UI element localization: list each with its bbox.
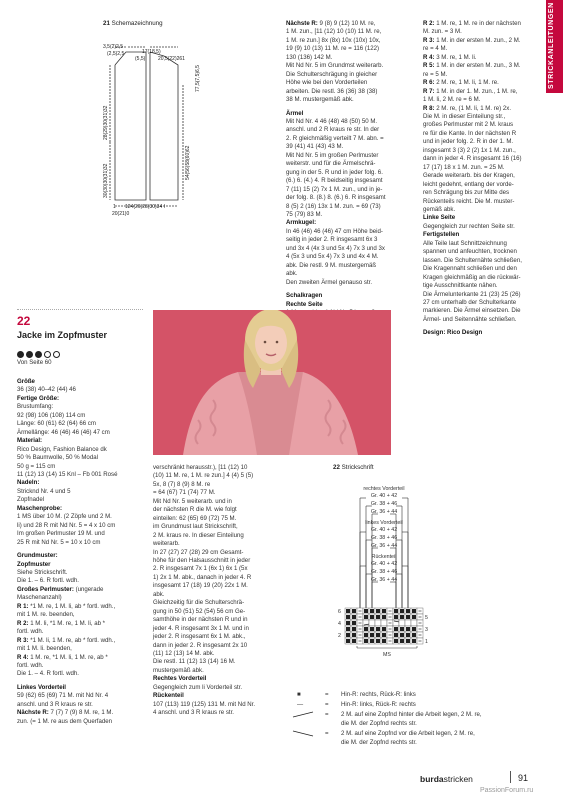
text-line: 19 (9) 10 (13) 11 M. re = 116 (122) bbox=[286, 45, 380, 53]
dim-top-mid-2: (5,5) bbox=[135, 56, 146, 62]
stitch-knit bbox=[412, 633, 416, 637]
text-line: 4 (5x 3 und 5x 4) 7x 3 und 4x 4 M. bbox=[286, 253, 379, 261]
chart-group-head: Rückenteil bbox=[371, 554, 397, 560]
subheading: Rechte Seite bbox=[286, 300, 323, 308]
line-prefix: Großes Perlmuster: bbox=[17, 585, 74, 593]
text-line: lassen. Die Schulternähte schließen, bbox=[423, 256, 522, 264]
text-line: Kragen gleichmäßig an die rückwär- bbox=[423, 273, 521, 281]
stitch-knit bbox=[406, 639, 410, 643]
subheading: Zopfmuster bbox=[17, 560, 51, 568]
text-line: samthöhe in der nächsten R und in bbox=[153, 616, 248, 624]
dim-right-mid: 54(56)58(60)62 bbox=[185, 145, 191, 180]
column-4 bbox=[423, 20, 522, 338]
text-line: abk. bbox=[153, 590, 165, 598]
chart-size-label: Gr. 38 + 46 bbox=[370, 569, 398, 575]
legend-equals: = bbox=[325, 701, 329, 708]
text-line: 50 g = 115 cm bbox=[17, 462, 56, 470]
knit-symbol-icon: ■ bbox=[297, 691, 301, 698]
text-line: 1 M. re zun.] 8x (8x) 10x (10x) 10x, bbox=[286, 36, 381, 44]
text-line: insgesamt 17 (18) 19 (20) 22x 1 M. bbox=[153, 582, 248, 590]
line-prefix: R 4: bbox=[17, 653, 29, 661]
text-line: re = 4 M. bbox=[423, 45, 448, 53]
text-line: Die M. in dieser Einteilung str., bbox=[423, 112, 506, 120]
model-photo-art bbox=[153, 310, 391, 455]
text-line: der nächsten R die M. wie folgt bbox=[153, 506, 237, 514]
text-line: 25 R mit Nd Nr. 5 = 10 x 10 cm bbox=[17, 538, 101, 546]
text-line: (10) 11 M. re, 1 M. re zun.] 4 (4) 5 (5) bbox=[153, 472, 254, 480]
text-line: abk. bbox=[286, 270, 298, 278]
text-line: jeder 4. R insgesamt 3x 1 M. und in bbox=[153, 624, 249, 632]
stitch-knit bbox=[382, 627, 386, 631]
text-line: der folg. 8. (8.) 8. (6.) 6. R insgesamt bbox=[286, 194, 386, 202]
subheading: Nadeln: bbox=[17, 479, 40, 487]
stitch-knit bbox=[346, 627, 350, 631]
stitch-knit bbox=[382, 615, 386, 619]
pattern-source: Von Seite 60 bbox=[17, 359, 52, 366]
cable-right-symbol-icon bbox=[292, 711, 314, 720]
chart-title-text: Strickschrift bbox=[341, 464, 374, 471]
stitch-knit bbox=[406, 633, 410, 637]
text-line: Mit Nd Nr. 5 weiterarb. und in bbox=[153, 497, 232, 505]
text-line: tige Ausschnittkante nähen. bbox=[423, 282, 498, 290]
stitch-knit bbox=[406, 609, 410, 613]
text-line: Den zweiten Ärmel genauso str. bbox=[286, 278, 373, 286]
stitch-knit bbox=[382, 609, 386, 613]
text-line: abk. Die restl. 9 M. mustergemäß bbox=[286, 261, 377, 269]
cable-stroke bbox=[293, 712, 313, 717]
text-line: Großes Perlmuster: (ungerade bbox=[17, 585, 104, 593]
subheading: Design: Rico Design bbox=[423, 329, 483, 337]
dim-top-mid: 17(18,5) bbox=[142, 49, 161, 55]
stitch-knit bbox=[394, 633, 398, 637]
footer-divider bbox=[510, 771, 511, 783]
text-line: 5x, 8 (7) 8 (9) 8 M. re bbox=[153, 480, 211, 488]
schema-title bbox=[103, 20, 163, 27]
stitch-knit bbox=[346, 621, 350, 625]
chart-size-label: Gr. 36 + 44 bbox=[370, 577, 398, 583]
row-number-right: 1 bbox=[425, 639, 428, 645]
chart-group-head: linkes Vorderteil bbox=[365, 520, 403, 526]
chart-cell bbox=[369, 620, 375, 626]
footer-brand-b: stricken bbox=[443, 774, 473, 784]
chart-size-label: Gr. 36 + 44 bbox=[370, 543, 398, 549]
footer-brand-a: burda bbox=[420, 774, 444, 784]
text-line: Gerade weiterarb. bis der Kragen, bbox=[423, 172, 515, 180]
stitch-knit bbox=[412, 627, 416, 631]
legend-text: Hin-R: rechts, Rück-R: links bbox=[341, 691, 416, 698]
chart-size-label: Gr. 40 + 42 bbox=[370, 527, 398, 533]
text-line: li) und 28 R mit Nd Nr. 5 = 4 x 10 cm bbox=[17, 521, 116, 529]
text-line: Zopfnadel bbox=[17, 496, 45, 504]
text-line: spannen und anfeuchten, trocknen bbox=[423, 248, 517, 256]
text-line: In 46 (46) 46 (46) 47 cm Höhe beid- bbox=[286, 227, 383, 235]
text-line: M. zun. = 3 M. bbox=[423, 28, 462, 36]
text-line: anschl. und 3 R kraus re str. bbox=[17, 700, 93, 708]
line-prefix: R 8: bbox=[423, 104, 435, 112]
row-number-left: 6 bbox=[338, 609, 341, 615]
section-tab-label: STRICKANLEITUNGEN bbox=[548, 2, 555, 89]
text-line: weiterstr. und für die Ärmelschrä- bbox=[286, 160, 376, 168]
chart-group-head: rechtes Vorderteil bbox=[363, 486, 405, 492]
text-line: Die Schulterschrägung in gleicher bbox=[286, 70, 378, 78]
text-line: 2. R insgesamt 7x 1 (6x 1) 6x 1 (5x bbox=[153, 565, 248, 573]
stitch-knit bbox=[376, 615, 380, 619]
legend-text: die M. der Zopfnd rechts str. bbox=[341, 720, 417, 727]
text-line: 39 (41) 41 (43) 43 M. bbox=[286, 143, 344, 151]
row-number-left: 4 bbox=[338, 621, 341, 627]
stitch-knit bbox=[352, 639, 356, 643]
text-line: 107 (113) 119 (125) 131 M. mit Nd Nr. bbox=[153, 700, 256, 708]
stitch-knit bbox=[400, 633, 404, 637]
stitch-knit bbox=[370, 639, 374, 643]
text-line: Gegengleich zum li Vorderteil str. bbox=[153, 683, 243, 691]
subheading: Maschenprobe: bbox=[17, 504, 63, 512]
text-line: 11 (12) 13 (14) 15 Knl – Fb 001 Rosé bbox=[17, 470, 118, 478]
text-line: 8 (5) 2 (16) 13x 1 M. zun. = 69 (73) bbox=[286, 202, 381, 210]
stitch-knit bbox=[370, 615, 374, 619]
text-line: Rico Design, Fashion Balance dk bbox=[17, 445, 107, 453]
subheading: Linkes Vorderteil bbox=[17, 683, 66, 691]
row-number-left: 2 bbox=[338, 633, 341, 639]
difficulty-dot-filled bbox=[26, 351, 33, 358]
legend-equals: = bbox=[325, 691, 329, 698]
dim-left-lower: 30(30)30(31)32 bbox=[103, 163, 109, 198]
text-line: R 4: 3 M. re, 1 M. li. bbox=[423, 53, 477, 61]
text-line: Siehe Strickschrift. bbox=[17, 568, 68, 576]
stitch-knit bbox=[346, 633, 350, 637]
chart-cell bbox=[405, 620, 411, 626]
text-line: seitig in jeder 2. R insgesamt 6x 3 bbox=[286, 236, 378, 244]
column-2 bbox=[153, 464, 255, 718]
text-line: Maschenanzahl) bbox=[17, 594, 62, 602]
text-line: 17 (17) 18 x 1 M. zun. = 25 M. bbox=[423, 163, 505, 171]
dim-top-left: 3,5(2)2,5 bbox=[103, 44, 124, 50]
stitch-knit bbox=[400, 615, 404, 619]
cable-stroke bbox=[293, 731, 313, 736]
subheading: Rechtes Vorderteil bbox=[153, 675, 207, 683]
text-line: Stricknd Nr. 4 und 5 bbox=[17, 487, 71, 495]
chart-cell bbox=[393, 620, 399, 626]
column-1 bbox=[17, 378, 118, 726]
stitch-knit bbox=[364, 639, 368, 643]
dim-bottom-left: 20(21)0 bbox=[112, 211, 130, 217]
stitch-knit bbox=[406, 615, 410, 619]
stitch-knit bbox=[394, 609, 398, 613]
cable-right-glyph bbox=[292, 711, 314, 718]
front-outline bbox=[115, 52, 146, 200]
text-line: Die 1. – 4. R fortl. wdh. bbox=[17, 670, 79, 678]
text-line: Brustumfang: bbox=[17, 403, 54, 411]
row-number-right: 5 bbox=[425, 615, 428, 621]
line-prefix: R 6: bbox=[423, 79, 435, 87]
text-line: und 3x 4 (4x 3 und 5x 4) 7x 3 und 3x bbox=[286, 244, 385, 252]
stitch-knit bbox=[370, 627, 374, 631]
text-line: weiterarb. bbox=[153, 540, 180, 548]
text-line: großes Perlmuster mit 2 M. kraus bbox=[423, 121, 514, 129]
purl-symbol-icon: — bbox=[297, 701, 304, 708]
text-line: ren Schrägung bis zur Mitte des bbox=[423, 189, 510, 197]
text-line: Höhe wie bei den Vorderteilen bbox=[286, 79, 368, 87]
text-line: gemäß abk. bbox=[423, 205, 456, 213]
stitch-knit bbox=[412, 639, 416, 643]
text-line: 27 cm unterhalb der Schulterkante bbox=[423, 298, 517, 306]
dim-right-side: 77,5(7,5)6,5 bbox=[195, 65, 201, 92]
text-line: Im großen Perlmuster 19 M. und bbox=[17, 530, 105, 538]
dim-top-left-2: (2,5)2,5 bbox=[107, 51, 125, 57]
text-line: 59 (62) 65 (69) 71 M. mit Nd Nr. 4 bbox=[17, 692, 109, 700]
text-line: 2. R gleichmäßig verteilt 7 M. abn. = bbox=[286, 134, 384, 142]
stitch-knit bbox=[364, 627, 368, 631]
stitch-knit bbox=[376, 633, 380, 637]
pattern-title: Jacke im Zopfmuster bbox=[17, 330, 108, 340]
stitch-knit bbox=[382, 633, 386, 637]
stitch-knit bbox=[346, 615, 350, 619]
text-line: Ärmellänge: 46 (46) 46 (46) 47 cm bbox=[17, 428, 110, 436]
cable-left-glyph bbox=[292, 730, 314, 737]
text-line: Rückenteils reicht. Die M. muster- bbox=[423, 197, 515, 205]
stitch-knit bbox=[400, 639, 404, 643]
stitch-knit bbox=[406, 627, 410, 631]
pattern-number: 22 bbox=[17, 314, 31, 328]
text-line: Nächste R: 7 (7) 7 (9) 8 M. re, 1 M. bbox=[17, 709, 114, 717]
cable-left-symbol-icon bbox=[292, 730, 314, 739]
text-line: In 27 (27) 27 (28) 29 cm Gesamt- bbox=[153, 548, 244, 556]
text-line: 38 M. mustergemäß abk. bbox=[286, 96, 354, 104]
text-line: insgesamt 3 (3) 2 (2) 1x 1 M. zun., bbox=[423, 146, 516, 154]
text-line: leicht gedehnt, entlang der vorde- bbox=[423, 180, 514, 188]
watermark: PassionForum.ru bbox=[480, 787, 534, 794]
text-line: Alle Teile laut Schnittzeichnung bbox=[423, 239, 507, 247]
stitch-knit bbox=[370, 609, 374, 613]
text-line: 130 (136) 142 M. bbox=[286, 53, 333, 61]
stitch-knit bbox=[394, 627, 398, 631]
stitch-knit bbox=[376, 609, 380, 613]
stitch-knit bbox=[400, 609, 404, 613]
stitch-knit bbox=[346, 639, 350, 643]
stitch-knit bbox=[412, 615, 416, 619]
line-prefix: Nächste R: bbox=[17, 709, 49, 717]
chart-number: 22 bbox=[333, 464, 340, 471]
stitch-knit bbox=[364, 615, 368, 619]
chart-cell bbox=[411, 620, 417, 626]
text-line: 2 M. kraus re. In dieser Einteilung bbox=[153, 531, 244, 539]
text-line: R 5: 1 M. in der ersten M. zun., 3 M. bbox=[423, 62, 521, 70]
chart-cell bbox=[375, 620, 381, 626]
text-line: 7 (11) 15 (2) 7x 1 M. zun., und in je- bbox=[286, 185, 383, 193]
text-line: R 6: 2 M. re, 1 M. li, 1 M. re. bbox=[423, 79, 499, 87]
footer-brand bbox=[420, 774, 473, 784]
stitch-knit bbox=[394, 615, 398, 619]
stitch-knit bbox=[394, 639, 398, 643]
line-prefix: R 3: bbox=[17, 636, 29, 644]
legend-text: 2 M. auf eine Zopfnd hinter die Arbeit legen, 2 M. re, bbox=[341, 711, 482, 718]
text-line: und in jeder folg. 2. R in der 1. M. bbox=[423, 138, 514, 146]
legend-equals: = bbox=[325, 711, 329, 718]
text-line: Nächste R: 9 (8) 9 (12) 10 M. re, bbox=[286, 20, 376, 27]
dim-left-upper: 28(29)30(31)32 bbox=[103, 105, 109, 140]
stitch-knit bbox=[352, 615, 356, 619]
text-line: R 7: 1 M. in der 1. M. zun., 1 M. re, bbox=[423, 87, 518, 95]
stitch-knit bbox=[352, 627, 356, 631]
text-line: höhe für den Halsausschnitt in jeder bbox=[153, 556, 251, 564]
page-number: 91 bbox=[518, 773, 529, 783]
chart-size-label: Gr. 40 + 42 bbox=[370, 493, 398, 499]
subheading: Grundmuster: bbox=[17, 552, 58, 560]
line-prefix: R 3: bbox=[423, 36, 435, 44]
text-line: mit 1 M. re. beenden, bbox=[17, 611, 75, 619]
difficulty-dot-empty bbox=[53, 351, 60, 358]
stitch-knit bbox=[376, 639, 380, 643]
line-prefix: R 5: bbox=[423, 62, 435, 70]
line-prefix: R 7: bbox=[423, 87, 435, 95]
text-line: Mit Nd Nr. 5 im großen Perlmuster bbox=[286, 151, 379, 159]
text-line: dann in jeder 4. R insgesamt 16 (16) bbox=[423, 155, 522, 163]
text-line: einteilen: 62 (65) 69 (72) 75 M. bbox=[153, 514, 237, 522]
pattern-separator bbox=[17, 309, 143, 310]
chart-cell bbox=[399, 620, 405, 626]
text-line: re = 5 M. bbox=[423, 70, 448, 78]
text-line: gung in der 5. R und in jeder folg. 6. bbox=[286, 168, 383, 176]
text-line: markieren. Die Ärmel einsetzen. Die bbox=[423, 307, 521, 315]
text-line: 1 M. li, 2 M. re = 6 M. bbox=[423, 96, 481, 104]
line-prefix: R 2: bbox=[17, 619, 29, 627]
knitting-chart bbox=[320, 470, 430, 665]
text-line: jeder 2. R insgesamt 6x 1 M. abk., bbox=[153, 633, 246, 641]
section-tab bbox=[546, 0, 563, 93]
chart-size-label: Gr. 40 + 42 bbox=[370, 561, 398, 567]
dim-top-right: 20,5(22)261 bbox=[158, 56, 185, 62]
stitch-knit bbox=[382, 639, 386, 643]
difficulty-dot-empty bbox=[44, 351, 51, 358]
text-line: im Grundmust laut Strickschrift, bbox=[153, 523, 238, 531]
subheading: Rückenteil bbox=[153, 692, 184, 700]
text-line: Ärmel- und Seitennähte schließen. bbox=[423, 315, 517, 323]
schema-number: 21 bbox=[103, 20, 110, 27]
text-line: = 64 (67) 71 (74) 77 M. bbox=[153, 489, 216, 497]
line-prefix: R 4: bbox=[423, 53, 435, 61]
line-prefix: Nächste R: bbox=[286, 20, 318, 27]
subheading: Fertige Größe: bbox=[17, 394, 59, 402]
subheading: Fertigstellen bbox=[423, 231, 460, 239]
text-line: 1 MS über 10 M. (2 Zöpfe und 2 M. bbox=[17, 513, 112, 521]
text-line: 75 (79) 83 M. bbox=[286, 210, 323, 218]
difficulty-dot-filled bbox=[35, 351, 42, 358]
text-line: mustergemäß abk. bbox=[153, 666, 204, 674]
text-line: 36 (38) 40–42 (44) 46 bbox=[17, 386, 76, 394]
text-line: gung in 50 (51) 52 (54) 56 cm Ge- bbox=[153, 607, 246, 615]
text-line: R 1: *1 M. re, 1 M. li, ab * fortl. wdh., bbox=[17, 602, 116, 610]
stitch-knit bbox=[352, 621, 356, 625]
text-line: R 2: 1 M. li, *1 M. re, 1 M. li, ab * bbox=[17, 619, 106, 627]
legend-text: 2 M. auf eine Zopfnd vor die Arbeit legen, 2 M. re, bbox=[341, 730, 475, 737]
text-line: 50 % Baumwolle, 50 % Modal bbox=[17, 454, 98, 462]
chart-size-label: Gr. 38 + 46 bbox=[370, 535, 398, 541]
text-line: zun. (= 1 M. re aus dem Querfaden bbox=[17, 717, 113, 725]
text-line: mit 1 M. li. beenden, bbox=[17, 645, 72, 653]
chart-cell bbox=[381, 620, 387, 626]
text-line: Gegengleich zur rechten Seite str. bbox=[423, 222, 515, 230]
text-line: R 3: *1 M. li, 1 M. re, ab * fortl. wdh., bbox=[17, 636, 116, 644]
line-prefix: R 1: bbox=[17, 602, 29, 610]
text-line: R 3: 1 M. in der ersten M. zun., 2 M. bbox=[423, 36, 521, 44]
stitch-knit bbox=[400, 627, 404, 631]
text-line: R 4: 1 M. re, *1 M. li, 1 M. re, ab * bbox=[17, 653, 108, 661]
legend-equals: = bbox=[325, 730, 329, 737]
text-line: R 2: 1 M. re, 1 M. re in der nächsten bbox=[423, 20, 521, 27]
dim-bottom-row: 124(26)28(30)34 I bbox=[125, 204, 166, 210]
stitch-knit bbox=[352, 609, 356, 613]
chart-size-label: Gr. 36 + 44 bbox=[370, 509, 398, 515]
legend-text: die M. der Zopfnd rechts str. bbox=[341, 739, 417, 746]
schema-title-text: Schemazeichnung bbox=[111, 20, 163, 27]
text-line: arbeiten. Die restl. 36 (36) 38 (38) bbox=[286, 87, 378, 95]
legend-text: Hin-R: links, Rück-R: rechts bbox=[341, 701, 416, 708]
subheading: Linke Seite bbox=[423, 214, 456, 222]
text-line: 1 M. zun., [11 (12) 10 (10) 11 M. re, bbox=[286, 28, 382, 36]
subheading: Größe bbox=[17, 378, 35, 385]
text-line: Gleichzeitig für die Schulterschrä- bbox=[153, 599, 245, 607]
text-line: 1) 2x 1 M. abk., danach in jeder 4. R bbox=[153, 573, 252, 581]
back-outline bbox=[150, 52, 178, 200]
text-line: Länge: 60 (61) 62 (64) 66 cm bbox=[17, 420, 96, 428]
ms-label: MS bbox=[383, 652, 391, 658]
stitch-knit bbox=[364, 609, 368, 613]
text-line: anschl. und 2 R kraus re str. In der bbox=[286, 126, 380, 134]
text-line: Die Kragennaht schließen und den bbox=[423, 265, 517, 273]
stitch-knit bbox=[364, 633, 368, 637]
subheading: Schalkragen bbox=[286, 292, 323, 300]
subheading: Material: bbox=[17, 437, 43, 445]
subheading: Ärmel bbox=[286, 109, 304, 117]
stitch-knit bbox=[352, 633, 356, 637]
text-line: fortl. wdh. bbox=[17, 661, 44, 669]
dim-bottom-small: 1 bbox=[113, 204, 116, 210]
text-line: re für die Kante. In der nächsten R bbox=[423, 129, 517, 137]
model-photo bbox=[153, 310, 391, 455]
text-line: dann in jeder 2. R insgesamt 2x 10 bbox=[153, 641, 248, 649]
stitch-knit bbox=[346, 609, 350, 613]
text-line: Die Ärmelunterkante 21 (23) 25 (26) bbox=[423, 290, 521, 298]
text-line: 92 (98) 106 (108) 114 cm bbox=[17, 411, 86, 419]
stitch-knit bbox=[370, 633, 374, 637]
text-line: fortl. wdh. bbox=[17, 628, 44, 636]
text-line: 4 anschl. und 3 R kraus re str. bbox=[153, 709, 234, 717]
column-3 bbox=[286, 20, 386, 334]
stitch-knit bbox=[412, 609, 416, 613]
text-line: R 8: 2 M. re, (1 M. li, 1 M. re) 2x. bbox=[423, 104, 512, 112]
chart-size-label: Gr. 38 + 46 bbox=[370, 501, 398, 507]
stitch-knit bbox=[376, 627, 380, 631]
text-line: Mit Nd Nr. 5 im Grundmst weiterarb. bbox=[286, 62, 384, 70]
subheading: Armkugel: bbox=[286, 219, 317, 227]
text-line: verschränkt herausstr.), [11 (12) 10 bbox=[153, 464, 248, 471]
chart-cell bbox=[363, 620, 369, 626]
text-line: Die restl. 11 (12) 13 (14) 16 M. bbox=[153, 658, 236, 666]
text-line: (11) 12 (13) 14 M. abk. bbox=[153, 649, 215, 657]
difficulty-dot-filled bbox=[17, 351, 24, 358]
line-prefix: R 2: bbox=[423, 20, 435, 27]
text-line: (6.) 6. (4.) 4. R beidseitig insgesamt bbox=[286, 177, 383, 185]
text-line: Die 1. – 6. R fortl. wdh. bbox=[17, 577, 79, 585]
text-line: Mit Nd Nr. 4 46 (48) 48 (50) 50 M. bbox=[286, 117, 378, 125]
row-number-right: 3 bbox=[425, 627, 428, 633]
